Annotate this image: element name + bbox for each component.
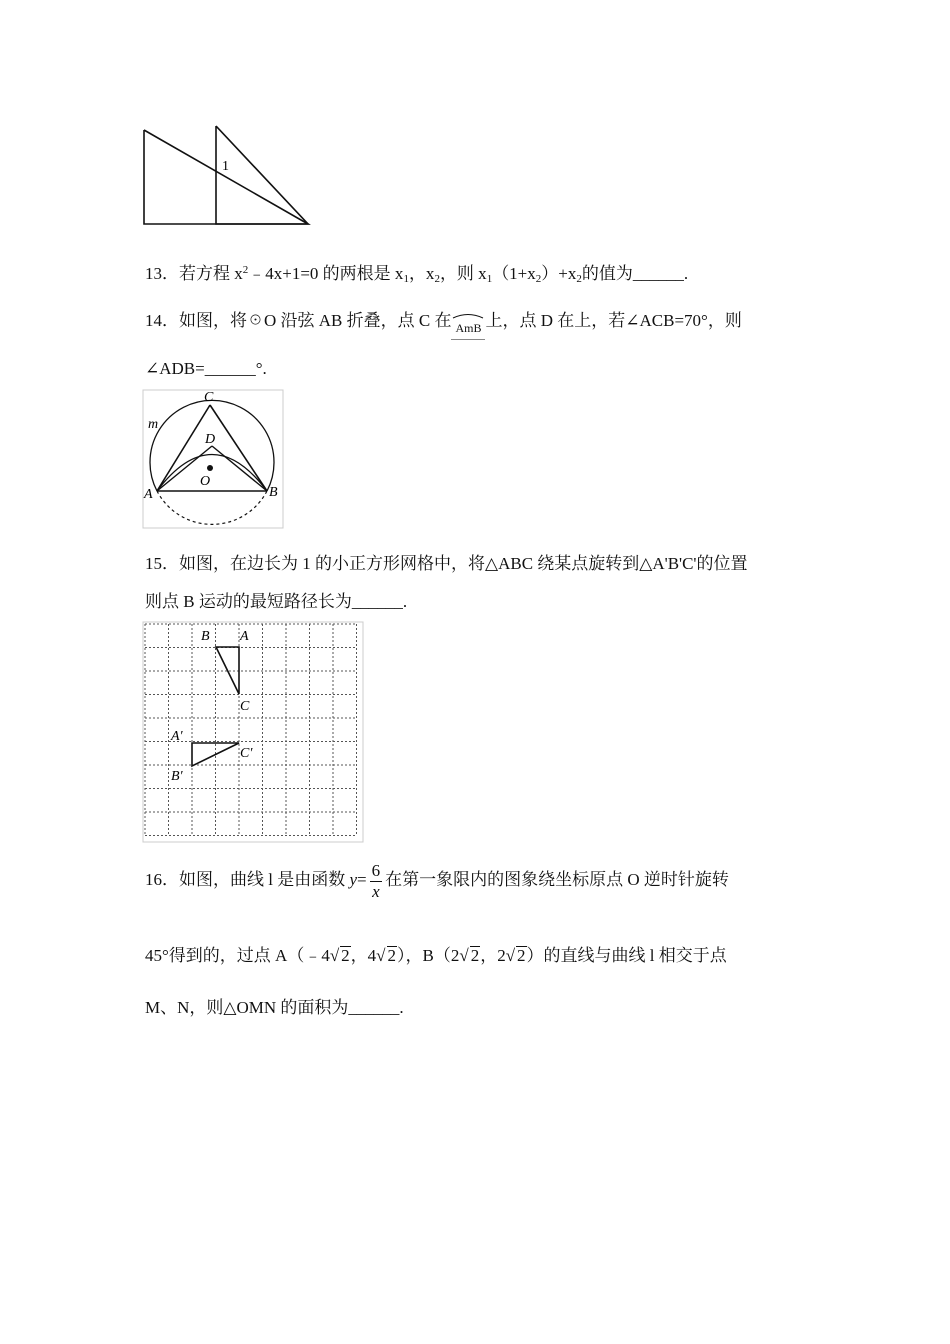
q14-text: 上，点 D 在上，若∠ACB=70°，则 bbox=[485, 311, 742, 330]
angle-label-1: 1 bbox=[222, 159, 229, 174]
q13-sub: 2 bbox=[576, 273, 582, 285]
fraction-6-over-x bbox=[370, 861, 383, 902]
q16-text: ）的直线与曲线 l 相交于点 bbox=[526, 946, 727, 965]
label-m: m bbox=[148, 417, 159, 432]
figure-q12 bbox=[140, 122, 315, 232]
label-b: B bbox=[269, 485, 278, 500]
figure-q14 bbox=[140, 388, 286, 530]
sqrt-icon: √ bbox=[329, 946, 340, 965]
q14-number: 14． bbox=[145, 311, 179, 330]
q16-text: ，2 bbox=[480, 946, 506, 965]
label-c-prime: C′ bbox=[240, 746, 253, 761]
q16-text: 45°得到的，过点 A（﹣4 bbox=[145, 946, 330, 965]
q13-text: ）+x bbox=[541, 264, 577, 283]
radicand: 2 bbox=[387, 946, 397, 965]
q13-sub: 2 bbox=[535, 273, 542, 285]
triangle-abc bbox=[216, 647, 239, 694]
q13-text: ，则 x bbox=[439, 264, 487, 283]
q16-text: ，4 bbox=[350, 946, 377, 965]
frac-denominator: x bbox=[372, 881, 380, 901]
q14-text: 如图，将☉O 沿弦 AB 折叠，点 C 在 bbox=[179, 311, 452, 330]
q13-text: 的值为______. bbox=[581, 264, 689, 283]
q16-text: 如图，曲线 l 是由函数 bbox=[179, 870, 346, 889]
q16-text: 在第一象限内的图象绕坐标原点 O 逆时针旋转 bbox=[385, 870, 729, 889]
sqrt-icon: √ bbox=[459, 946, 469, 965]
question-16-line1 bbox=[145, 858, 729, 902]
arc-icon bbox=[451, 311, 485, 319]
circle-lower-dashed-arc bbox=[157, 491, 267, 524]
folded-arc bbox=[157, 455, 267, 492]
question-16-line2 bbox=[145, 945, 727, 967]
question-14 bbox=[145, 310, 742, 340]
label-o: O bbox=[200, 474, 211, 489]
q16-text: ），B（2 bbox=[397, 946, 460, 965]
q16-number: 16． bbox=[145, 870, 179, 889]
q13-sub: 1 bbox=[486, 273, 493, 285]
label-d: D bbox=[205, 432, 216, 447]
question-15-line1: 15．如图，在边长为 1 的小正方形网格中，将△ABC 绕某点旋转到△A'B'C'的位置 bbox=[145, 554, 748, 573]
var-y: y bbox=[349, 870, 358, 889]
label-c: C bbox=[240, 699, 250, 714]
q13-number: 13． bbox=[145, 264, 179, 283]
question-14-line2: ∠ADB=______°. bbox=[145, 359, 267, 378]
label-c: C bbox=[204, 390, 214, 405]
question-16-line3: M、N，则△OMN 的面积为______. bbox=[145, 998, 404, 1017]
question-15-line2: 则点 B 运动的最短路径长为______. bbox=[145, 592, 408, 611]
label-b-prime: B′ bbox=[171, 769, 183, 784]
equals-sign: = bbox=[357, 870, 367, 889]
sqrt-icon: √ bbox=[505, 946, 516, 965]
radicand: 2 bbox=[517, 946, 526, 965]
label-a: A bbox=[240, 629, 249, 644]
q13-text: ，x bbox=[408, 264, 435, 283]
q13-text: （1+x bbox=[492, 264, 536, 283]
q13-text: 若方程 x bbox=[179, 264, 243, 283]
radicand: 2 bbox=[341, 946, 350, 965]
arc-amb bbox=[451, 317, 485, 340]
radicand: 2 bbox=[470, 946, 480, 965]
center-dot bbox=[207, 465, 213, 471]
sqrt-icon: √ bbox=[376, 946, 386, 965]
question-13 bbox=[145, 259, 688, 290]
right-triangle bbox=[216, 126, 308, 224]
label-b: B bbox=[201, 629, 210, 644]
q13-sub: 1 bbox=[403, 273, 409, 285]
q13-sub: 2 bbox=[434, 273, 440, 285]
triangle-abc-rotated bbox=[192, 743, 239, 766]
q13-text: ﹣4x+1=0 的两根是 x bbox=[248, 264, 404, 283]
figure-q15 bbox=[141, 620, 365, 844]
arc-label: AmB bbox=[455, 321, 482, 335]
left-triangle bbox=[144, 130, 308, 224]
label-a-prime: A′ bbox=[171, 729, 183, 744]
q13-sup: 2 bbox=[242, 264, 249, 276]
label-a: A bbox=[144, 487, 153, 502]
frac-numerator: 6 bbox=[371, 860, 381, 880]
